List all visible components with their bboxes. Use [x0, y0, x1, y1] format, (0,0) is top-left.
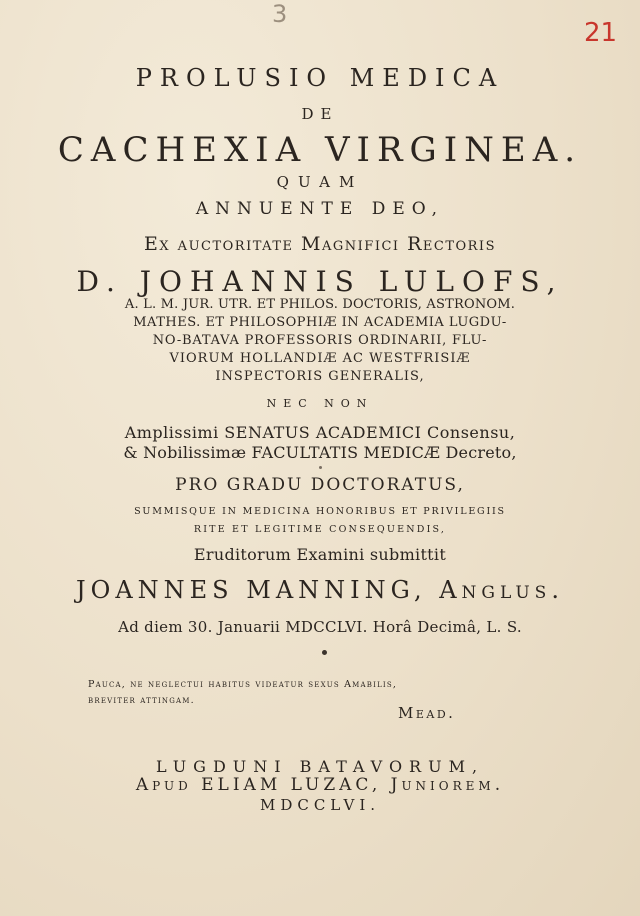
rector-name: D. JOHANNIS LULOFS, [76, 265, 564, 298]
imprint-printer: Apud ELIAM LUZAC, Juniorem. [135, 775, 505, 795]
title-line5: ANNUENTE DEO, [195, 199, 445, 219]
title-line1: PROLUSIO MEDICA [135, 64, 505, 92]
consent-line2: & Nobilissimæ FACULTATIS MEDICÆ Decreto, [123, 443, 517, 462]
nec-non: NEC NON [266, 397, 374, 410]
consent-line1: Amplissimi SENATUS ACADEMICI Consensu, [124, 423, 516, 442]
handwritten-number-right: 21 [584, 18, 618, 48]
imprint-year: MDCCLVI. [259, 796, 381, 814]
consent-line3: PRO GRADU DOCTORATUS, [175, 475, 465, 495]
title-line4: QUAM [276, 173, 364, 191]
title-line6: Ex auctoritate Magnifici Rectoris [144, 233, 496, 255]
rector-title-4: VIORUM HOLLANDIÆ AC WESTFRISIÆ [169, 351, 471, 366]
rector-title-5: INSPECTORIS GENERALIS, [215, 369, 425, 384]
title-line3: CACHEXIA VIRGINEA. [57, 130, 583, 170]
separator-dot [322, 650, 327, 655]
title-line2: DE [301, 105, 339, 123]
epigraph-line1: Pauca, ne neglectui habitus videatur sexus Amabilis, [88, 679, 398, 690]
rector-title-2: MATHES. ET PHILOSOPHIÆ IN ACADEMIA LUGDU- [133, 315, 507, 330]
consent-line5: RITE ET LEGITIME CONSEQUENDIS, [193, 524, 447, 535]
rector-title-1: A. L. M. JUR. UTR. ET PHILOS. DOCTORIS, ASTRONOM. [124, 297, 516, 312]
defense-date: Ad diem 30. Januarii MDCCLVI. Horâ Decimâ, L. S. [118, 618, 522, 636]
imprint-city: LUGDUNI BATAVORUM, [155, 757, 485, 776]
epigraph-line2: breviter attingam. [88, 695, 195, 706]
consent-line4: SUMMISQUE IN MEDICINA HONORIBUS ET PRIVILEGIIS [134, 506, 506, 517]
ink-speck [319, 466, 322, 469]
rector-title-3: NO-BATAVA PROFESSORIS ORDINARII, FLU- [152, 333, 488, 348]
consent-line6: Eruditorum Examini submittit [193, 545, 447, 564]
handwritten-number-top: 3 [272, 0, 288, 28]
epigraph-attribution: Mead. [398, 704, 456, 722]
author-name: JOANNES MANNING, Anglus. [76, 576, 564, 604]
